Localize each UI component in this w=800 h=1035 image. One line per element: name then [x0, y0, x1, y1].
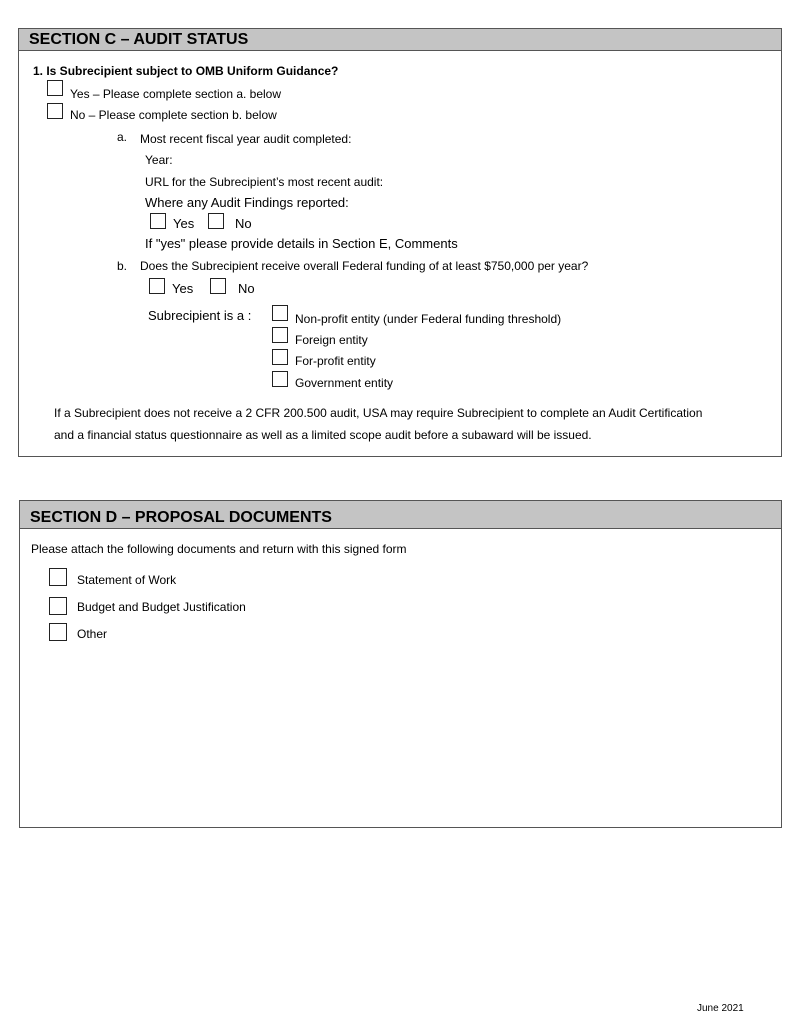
type-government-checkbox[interactable]: [272, 371, 288, 387]
a-marker: a.: [117, 130, 128, 144]
q1-yes-checkbox[interactable]: [47, 80, 63, 96]
b-label: Does the Subrecipient receive overall Federal funding of at least $750,000 per year?: [140, 259, 589, 273]
findings-yes-checkbox[interactable]: [150, 213, 166, 229]
a-label: Most recent fiscal year audit completed:: [140, 132, 352, 146]
section-d-instructions: Please attach the following documents and return with this signed form: [31, 542, 407, 556]
audit-note-line1: If a Subrecipient does not receive a 2 CFR 200.500 audit, USA may require Subrecipient to complete an Audit Certification: [54, 406, 703, 420]
doc-budget-checkbox[interactable]: [49, 597, 67, 615]
year-label: Year:: [145, 153, 173, 167]
funding-yes-label: Yes: [172, 281, 194, 296]
doc-other-label: Other: [77, 627, 108, 641]
funding-no-label: No: [238, 281, 255, 296]
type-forprofit-checkbox[interactable]: [272, 349, 288, 365]
audit-note-line2: and a financial status questionnaire as well as a limited scope audit before a subaward will be issued.: [54, 428, 592, 442]
type-foreign-label: Foreign entity: [295, 333, 368, 347]
section-d-title: SECTION D – PROPOSAL DOCUMENTS: [20, 501, 781, 529]
question-1: 1. Is Subrecipient subject to OMB Uniform Guidance?: [33, 64, 339, 78]
q1-yes-label: Yes – Please complete section a. below: [70, 87, 282, 101]
type-nonprofit-checkbox[interactable]: [272, 305, 288, 321]
doc-other-checkbox[interactable]: [49, 623, 67, 641]
q1-no-label: No – Please complete section b. below: [70, 108, 277, 122]
findings-no-label: No: [235, 216, 252, 231]
url-label: URL for the Subrecipient’s most recent audit:: [145, 175, 384, 189]
footer-date: June 2021: [697, 1003, 744, 1014]
section-c-title: SECTION C – AUDIT STATUS: [19, 29, 781, 51]
findings-no-checkbox[interactable]: [208, 213, 224, 229]
q1-no-checkbox[interactable]: [47, 103, 63, 119]
funding-no-checkbox[interactable]: [210, 278, 226, 294]
doc-budget-label: Budget and Budget Justification: [77, 600, 246, 614]
type-nonprofit-label: Non-profit entity (under Federal funding threshold): [295, 312, 562, 326]
b-marker: b.: [117, 259, 128, 273]
findings-yes-label: Yes: [173, 216, 195, 231]
type-forprofit-label: For-profit entity: [295, 354, 376, 368]
funding-yes-checkbox[interactable]: [149, 278, 165, 294]
findings-note: If "yes" please provide details in Section E, Comments: [145, 236, 458, 251]
subrecipient-type-label: Subrecipient is a :: [148, 308, 252, 323]
doc-sow-label: Statement of Work: [77, 573, 177, 587]
doc-sow-checkbox[interactable]: [49, 568, 67, 586]
type-government-label: Government entity: [295, 376, 394, 390]
type-foreign-checkbox[interactable]: [272, 327, 288, 343]
findings-label: Where any Audit Findings reported:: [145, 195, 349, 210]
